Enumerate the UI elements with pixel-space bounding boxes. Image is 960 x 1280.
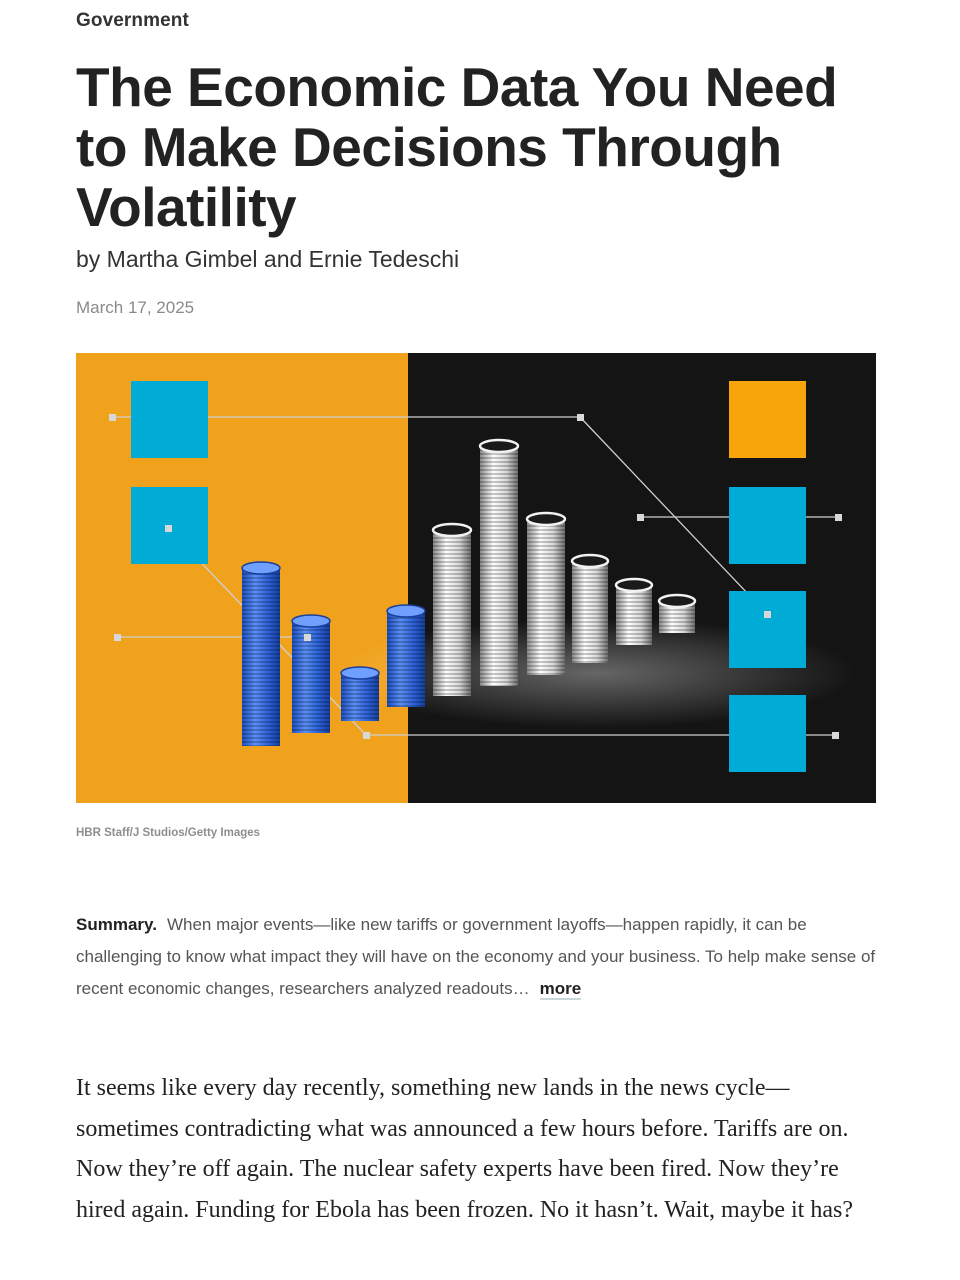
white-coin-stack-5 bbox=[616, 579, 652, 645]
publish-date: March 17, 2025 bbox=[76, 298, 195, 317]
blue-coin-stack-3 bbox=[341, 667, 379, 721]
white-coin-stack-2 bbox=[480, 440, 518, 686]
white-coin-stack-3 bbox=[527, 513, 565, 675]
blue-coin-stack-2 bbox=[292, 615, 330, 733]
image-credit: HBR Staff/J Studios/Getty Images bbox=[76, 827, 261, 839]
orange-square-right bbox=[729, 381, 806, 458]
cyan-square-right-2 bbox=[729, 591, 806, 668]
summary-text: When major events—like new tariffs or government layoffs—happen rapidly, it can be challenging to know what impact they will have on the economy and your business. To help make sense of recent economic changes, researchers analyzed readouts… bbox=[76, 915, 876, 998]
cyan-square-left-1 bbox=[131, 381, 208, 458]
cyan-square-right-3 bbox=[729, 695, 806, 772]
article-body-paragraph: It seems like every day recently, something new lands in the news cycle—sometimes contradicting what was announced a few hours before. Tariffs are on. Now they’re off again. The nuclear safety experts have been fired. Now they’re hired again. Funding for Ebola has been frozen. No it hasn’t. Wait, maybe it has? bbox=[76, 1075, 853, 1223]
article-title: The Economic Data You Need to Make Decisions Through Volatility bbox=[76, 56, 838, 238]
article-summary bbox=[76, 909, 876, 1005]
hero-image bbox=[76, 353, 876, 803]
white-coin-stack-6 bbox=[659, 595, 695, 633]
summary-label: Summary. bbox=[76, 915, 157, 934]
blue-coin-stack-1 bbox=[242, 562, 280, 746]
cyan-square-right-1 bbox=[729, 487, 806, 564]
blue-coin-stack-4 bbox=[387, 605, 425, 707]
category-link[interactable]: Government bbox=[76, 10, 189, 31]
summary-more-link[interactable]: more bbox=[539, 979, 582, 998]
white-coin-stack-1 bbox=[433, 524, 471, 696]
byline: by Martha Gimbel and Ernie Tedeschi bbox=[76, 246, 460, 272]
white-coin-stack-4 bbox=[572, 555, 608, 663]
